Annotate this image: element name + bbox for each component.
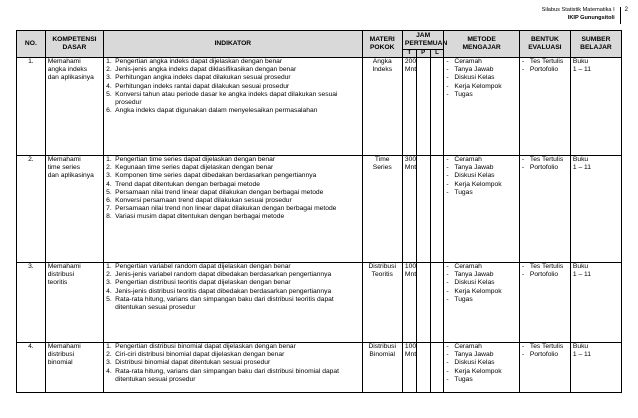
indikator-text: Pengertian time series dapat dijelaskan dengan benar <box>115 156 276 163</box>
evaluasi-cell-list <box>522 263 568 279</box>
indikator-item <box>106 288 359 296</box>
dash-marker: - <box>521 263 525 270</box>
metode-item <box>446 91 516 99</box>
metode-item-text: Diskusi Kelas <box>454 359 495 367</box>
sumber-cell: Buku 1 – 11 <box>570 343 621 393</box>
evaluasi-item-text: Portofolio <box>529 66 559 74</box>
indikator-number: 4. <box>106 180 112 188</box>
dash-marker: - <box>446 271 449 279</box>
metode-cell-list <box>446 58 516 99</box>
evaluasi-item-text: Portofolio <box>529 351 559 359</box>
metode-cell <box>444 58 519 156</box>
indikator-number: 4. <box>106 82 112 90</box>
indikator-list <box>106 263 359 312</box>
metode-item <box>446 189 516 197</box>
metode-item-text: Ceramah <box>454 343 482 350</box>
indikator-item <box>106 368 359 384</box>
evaluasi-cell-list <box>522 58 568 74</box>
dash-marker: - <box>446 351 449 359</box>
indikator-number: 3. <box>106 74 112 82</box>
indikator-number: 4. <box>106 287 112 295</box>
metode-cell-list <box>446 156 516 197</box>
dash-marker: - <box>446 74 449 82</box>
indikator-number: 7. <box>106 205 112 213</box>
indikator-number: 2. <box>106 271 112 279</box>
table-row <box>17 58 622 156</box>
evaluasi-item <box>522 66 568 74</box>
evaluasi-cell-list <box>522 156 568 172</box>
indikator-number: 1. <box>106 156 112 163</box>
indikator-text: Pengertian angka indeks dapat dijelaskan dengan benar <box>115 58 283 65</box>
dash-marker: - <box>446 188 449 196</box>
jam-p-cell <box>416 343 430 393</box>
indikator-number: 2. <box>106 351 112 359</box>
dash-marker: - <box>446 90 449 98</box>
jam-l-cell <box>430 263 444 343</box>
indikator-item <box>106 279 359 287</box>
indikator-number: 2. <box>106 164 112 172</box>
indikator-item <box>106 213 359 221</box>
metode-cell-list <box>446 343 516 384</box>
dash-marker: - <box>446 58 449 65</box>
metode-item <box>446 359 516 367</box>
dash-marker: - <box>446 172 449 180</box>
metode-item-text: Tanya Jawab <box>454 164 494 172</box>
header-indikator: INDIKATOR <box>104 31 362 58</box>
dash-marker: - <box>446 180 449 188</box>
dash-marker: - <box>446 156 449 163</box>
evaluasi-cell-list <box>522 343 568 359</box>
indikator-item <box>106 107 359 115</box>
indikator-number: 6. <box>106 197 112 205</box>
indikator-item <box>106 189 359 197</box>
indikator-list <box>106 156 359 222</box>
jam-t-cell: 200 Mnt <box>402 58 416 156</box>
sumber-cell: Buku 1 – 11 <box>570 58 621 156</box>
metode-item-text: Kerja Kelompok <box>454 180 502 188</box>
indikator-text: Trend dapat ditentukan dengan berbagai metode <box>115 180 260 188</box>
header-text <box>542 7 620 22</box>
evaluasi-item <box>522 351 568 359</box>
header-kompetensi: KOMPETENSI DASAR <box>45 31 103 58</box>
evaluasi-cell <box>519 58 570 156</box>
evaluasi-item <box>522 58 568 66</box>
indikator-text: Konversi persamaan trend dapat dilakukan sesuai prosedur <box>115 197 292 205</box>
metode-item <box>446 343 516 351</box>
indikator-item <box>106 263 359 271</box>
evaluasi-item-text: Portofolio <box>529 164 559 172</box>
metode-item <box>446 368 516 376</box>
header-jam-l: L <box>430 50 444 58</box>
indikator-cell <box>104 343 362 393</box>
metode-item <box>446 66 516 74</box>
row-number: 4. <box>17 343 46 393</box>
indikator-text: Jenis-jenis variabel random dapat dibedakan berdasarkan pengertiannya <box>115 271 332 279</box>
table-row <box>17 343 622 393</box>
evaluasi-item-text: Tes Tertulis <box>529 156 564 163</box>
indikator-text: Distribusi binomial dapat ditentukan sesuai prosedur <box>115 359 271 367</box>
metode-item <box>446 58 516 66</box>
indikator-item <box>106 351 359 359</box>
metode-item-text: Ceramah <box>454 263 482 270</box>
header-materi: MATERI POKOK <box>362 31 402 58</box>
materi-cell: Distribusi Binomial <box>362 343 402 393</box>
evaluasi-item <box>522 343 568 351</box>
sumber-cell: Buku 1 – 11 <box>570 156 621 263</box>
header-metode: METODE MENGAJAR <box>444 31 519 58</box>
dash-marker: - <box>446 279 449 287</box>
jam-t-cell: 100 Mnt <box>402 343 416 393</box>
indikator-number: 1. <box>106 343 112 350</box>
sumber-cell: Buku 1 – 11 <box>570 263 621 343</box>
materi-cell: Time Series <box>362 156 402 263</box>
indikator-item <box>106 343 359 351</box>
dash-marker: - <box>446 343 449 350</box>
dash-marker: - <box>521 164 525 172</box>
jam-l-cell <box>430 343 444 393</box>
dash-marker: - <box>446 375 449 383</box>
evaluasi-item <box>522 164 568 172</box>
indikator-cell <box>104 58 362 156</box>
evaluasi-item-text: Portofolio <box>529 271 559 279</box>
metode-item-text: Ceramah <box>454 58 482 65</box>
table-row <box>17 263 622 343</box>
indikator-number: 1. <box>106 263 112 270</box>
indikator-cell <box>104 156 362 263</box>
kompetensi-cell: Memahami distribusi binomial <box>45 343 103 393</box>
header-sumber: SUMBER BELAJAR <box>570 31 621 58</box>
evaluasi-cell <box>519 156 570 263</box>
metode-item-text: Diskusi Kelas <box>454 172 495 180</box>
indikator-number: 3. <box>106 172 112 180</box>
indikator-item <box>106 181 359 189</box>
metode-item-text: Kerja Kelompok <box>454 367 502 375</box>
indikator-item <box>106 205 359 213</box>
metode-item <box>446 164 516 172</box>
indikator-number: 3. <box>106 279 112 287</box>
indikator-item <box>106 156 359 164</box>
indikator-number: 5. <box>106 90 112 98</box>
metode-item <box>446 288 516 296</box>
indikator-number: 4. <box>106 367 112 375</box>
evaluasi-item <box>522 271 568 279</box>
document-title: Silabus Statistik Matematika I <box>541 7 615 13</box>
metode-item-text: Tugas <box>454 375 473 383</box>
page-header <box>542 7 628 25</box>
metode-item-text: Tanya Jawab <box>454 271 494 279</box>
indikator-number: 6. <box>106 107 112 115</box>
metode-item-text: Kerja Kelompok <box>454 287 502 295</box>
metode-item-text: Tugas <box>454 90 473 98</box>
indikator-item <box>106 197 359 205</box>
syllabus-table <box>16 30 622 393</box>
evaluasi-item <box>522 263 568 271</box>
metode-item <box>446 83 516 91</box>
dash-marker: - <box>446 359 449 367</box>
metode-cell <box>444 263 519 343</box>
indikator-text: Konversi tahun atau periode dasar ke angka indeks dapat dilakukan sesuai prosedur <box>115 90 338 107</box>
indikator-text: Persamaan nilai trend linear dapat dilakukan dengan berbagai metode <box>115 188 324 196</box>
indikator-item <box>106 359 359 367</box>
metode-item-text: Diskusi Kelas <box>454 279 495 287</box>
jam-p-cell <box>416 156 430 263</box>
metode-item <box>446 172 516 180</box>
indikator-text: Ciri-ciri distribusi binomial dapat dijelaskan dengan benar <box>115 351 285 359</box>
indikator-text: Rata-rata hitung, varians dan simpangan baku dari distribusi teoritis dapat ditentukan sesuai prosedur <box>115 295 334 312</box>
indikator-text: Persamaan nilai trend non linear dapat dilakukan dengan berbagai metode <box>115 205 337 213</box>
metode-item-text: Kerja Kelompok <box>454 82 502 90</box>
indikator-item <box>106 83 359 91</box>
indikator-number: 1. <box>106 58 112 65</box>
indikator-number: 5. <box>106 295 112 303</box>
indikator-list <box>106 343 359 384</box>
metode-item <box>446 263 516 271</box>
indikator-item <box>106 74 359 82</box>
indikator-text: Angka indeks dapat digunakan dalam menyelesaikan permasalahan <box>115 107 318 115</box>
indikator-item <box>106 296 359 312</box>
metode-item <box>446 279 516 287</box>
indikator-text: Variasi musim dapat ditentukan dengan berbagai metode <box>115 213 285 221</box>
metode-cell <box>444 156 519 263</box>
metode-item-text: Tanya Jawab <box>454 66 494 74</box>
row-number: 3. <box>17 263 46 343</box>
kompetensi-cell: Memahami distribusi teoritis <box>45 263 103 343</box>
indikator-number: 5. <box>106 188 112 196</box>
row-number: 1. <box>17 58 46 156</box>
dash-marker: - <box>446 263 449 270</box>
dash-marker: - <box>521 351 525 359</box>
row-number: 2. <box>17 156 46 263</box>
jam-p-cell <box>416 58 430 156</box>
dash-marker: - <box>446 164 449 172</box>
metode-item <box>446 156 516 164</box>
evaluasi-cell <box>519 343 570 393</box>
metode-item <box>446 271 516 279</box>
header-no: NO. <box>17 31 46 58</box>
metode-item-text: Ceramah <box>454 156 482 163</box>
metode-item-text: Tanya Jawab <box>454 351 494 359</box>
header-jam-p: P <box>416 50 430 58</box>
kompetensi-cell: Memahami time series dan aplikasinya <box>45 156 103 263</box>
indikator-text: Perhitungan angka indeks dapat dilakukan sesuai prosedur <box>115 74 291 82</box>
jam-l-cell <box>430 156 444 263</box>
dash-marker: - <box>521 271 525 279</box>
evaluasi-item-text: Tes Tertulis <box>529 343 564 350</box>
metode-item-text: Diskusi Kelas <box>454 74 495 82</box>
indikator-list <box>106 58 359 115</box>
evaluasi-cell <box>519 263 570 343</box>
dash-marker: - <box>446 66 449 74</box>
indikator-text: Pengertian distribusi binomial dapat dijelaskan dengan benar <box>115 343 296 350</box>
indikator-number: 3. <box>106 359 112 367</box>
dash-marker: - <box>446 367 449 375</box>
header-jam: JAM PERTEMUAN <box>402 31 443 50</box>
indikator-item <box>106 58 359 66</box>
dash-marker: - <box>521 58 525 65</box>
metode-item <box>446 296 516 304</box>
dash-marker: - <box>446 295 449 303</box>
indikator-text: Jenis-jenis angka indeks dapat diklasifikasikan dengan benar <box>115 66 297 74</box>
dash-marker: - <box>521 343 525 350</box>
metode-item <box>446 351 516 359</box>
dash-marker: - <box>446 287 449 295</box>
metode-item <box>446 376 516 384</box>
institution-name: IKIP Gunungsitoli <box>567 14 615 21</box>
indikator-text: Jenis-jenis distribusi teoritis dapat dibedakan berdasarkan pengertiannya <box>115 287 332 295</box>
indikator-number: 8. <box>106 213 112 221</box>
metode-item <box>446 74 516 82</box>
indikator-item <box>106 66 359 74</box>
jam-p-cell <box>416 263 430 343</box>
dash-marker: - <box>521 156 525 163</box>
indikator-cell <box>104 263 362 343</box>
indikator-item <box>106 91 359 107</box>
jam-t-cell: 300 Mnt <box>402 156 416 263</box>
header-jam-t: T <box>402 50 416 58</box>
syllabus-body <box>17 58 622 393</box>
indikator-text: Pengertian variabel random dapat dijelaskan dengan benar <box>115 263 291 270</box>
indikator-text: Pengertian distribusi teoritis dapat dijelaskan dengan benar <box>115 279 291 287</box>
materi-cell: Distribusi Teoritis <box>362 263 402 343</box>
metode-item <box>446 181 516 189</box>
indikator-item <box>106 172 359 180</box>
header-bentuk: BENTUK EVALUASI <box>519 31 570 58</box>
dash-marker: - <box>446 82 449 90</box>
jam-l-cell <box>430 58 444 156</box>
table-row <box>17 156 622 263</box>
kompetensi-cell: Memahami angka indeks dan aplikasinya <box>45 58 103 156</box>
indikator-text: Perhitungan indeks rantai dapat dilakukan sesuai prosedur <box>115 82 290 90</box>
evaluasi-item-text: Tes Tertulis <box>529 58 564 65</box>
indikator-text: Rata-rata hitung, varians dan simpangan baku dari distribusi binomial dapat ditentukan sesuai prosedur <box>115 367 339 383</box>
metode-item-text: Tugas <box>454 188 473 196</box>
indikator-item <box>106 271 359 279</box>
indikator-item <box>106 164 359 172</box>
metode-cell-list <box>446 263 516 304</box>
evaluasi-item <box>522 156 568 164</box>
evaluasi-item-text: Tes Tertulis <box>529 263 564 270</box>
indikator-text: Komponen time series dapat dibedakan berdasarkan pengertiannya <box>115 172 317 180</box>
jam-t-cell: 100 Mnt <box>402 263 416 343</box>
metode-item-text: Tugas <box>454 295 473 303</box>
indikator-text: Kegunaan time series dapat dijelaskan dengan benar <box>115 164 274 172</box>
indikator-number: 2. <box>106 66 112 74</box>
materi-cell: Angka Indeks <box>362 58 402 156</box>
metode-cell <box>444 343 519 393</box>
dash-marker: - <box>521 66 525 74</box>
page-number: 2 <box>624 7 628 13</box>
